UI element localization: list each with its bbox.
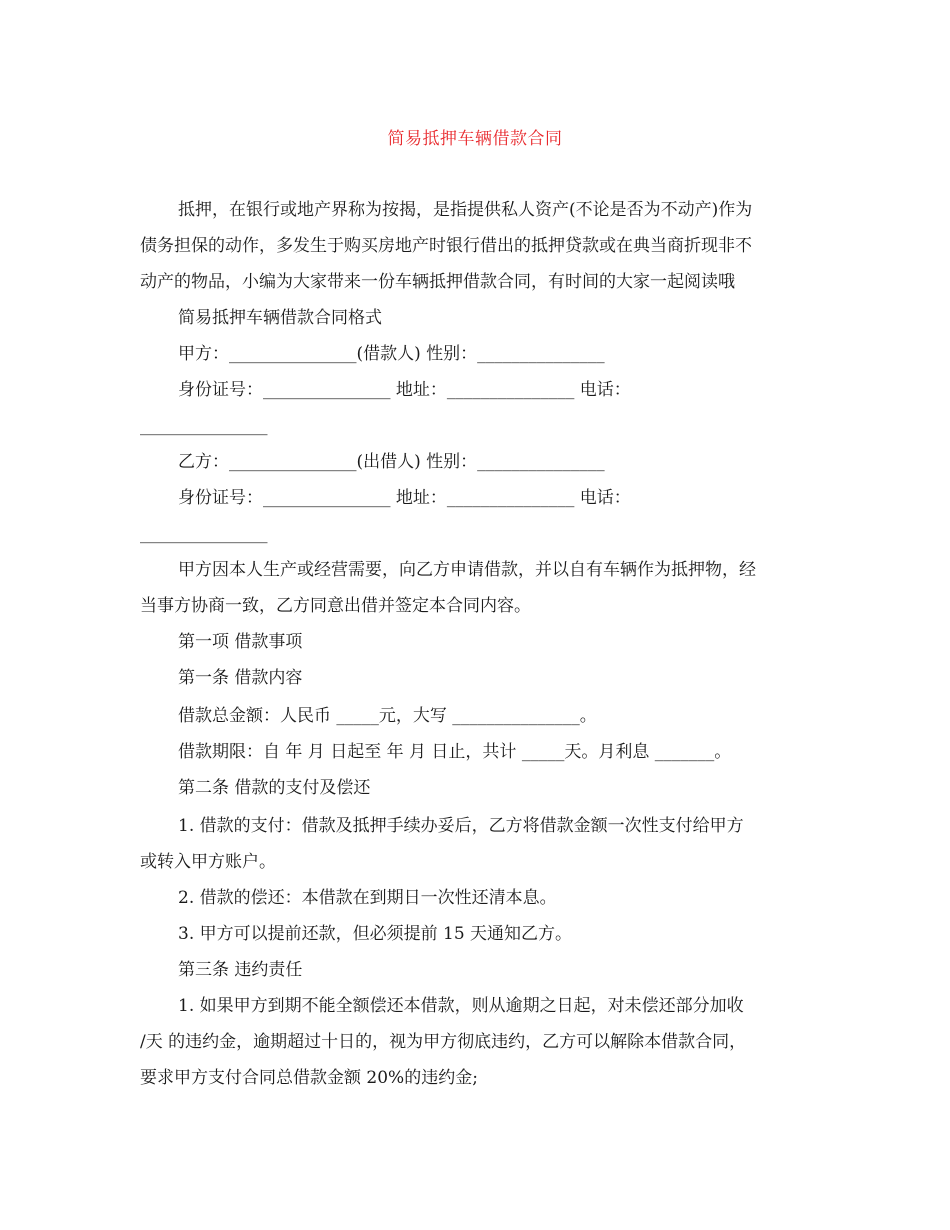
article-2-item-2: 2. 借款的偿还：本借款在到期日一次性还清本息。 bbox=[178, 888, 557, 908]
article-2-item-3: 3. 甲方可以提前还款，但必须提前 15 天通知乙方。 bbox=[178, 924, 573, 944]
party-b-line-3: _______________ bbox=[140, 524, 268, 544]
party-a-line-2: 身份证号：_______________ 地址：_______________ 电话： bbox=[178, 380, 631, 400]
document-title: 简易抵押车辆借款合同 bbox=[387, 129, 563, 149]
party-b-line-2: 身份证号：_______________ 地址：_______________ 电话： bbox=[178, 488, 631, 508]
article-1-term: 借款期限：自 年 月 日起至 年 月 日止，共计 _____天。月利息 _______。 bbox=[178, 742, 732, 762]
section-1-heading: 第一项 借款事项 bbox=[178, 632, 303, 652]
article-1-heading: 第一条 借款内容 bbox=[178, 668, 303, 688]
intro-line-1: 抵押，在银行或地产界称为按揭，是指提供私人资产(不论是否为不动产)作为 bbox=[178, 200, 753, 220]
article-2-heading: 第二条 借款的支付及偿还 bbox=[178, 778, 371, 798]
party-a-line-3: _______________ bbox=[140, 416, 268, 436]
article-2-item-1-line-2: 或转入甲方账户。 bbox=[140, 852, 276, 872]
article-3-heading: 第三条 违约责任 bbox=[178, 960, 303, 980]
article-3-item-1-line-3: 要求甲方支付合同总借款金额 20%的违约金; bbox=[140, 1068, 478, 1088]
intro-line-2: 债务担保的动作，多发生于购买房地产时银行借出的抵押贷款或在典当商折现非不 bbox=[140, 236, 752, 256]
preamble-line-1: 甲方因本人生产或经营需要，向乙方申请借款，并以自有车辆作为抵押物，经 bbox=[178, 560, 756, 580]
article-3-item-1-line-1: 1. 如果甲方到期不能全额偿还本借款，则从逾期之日起，对未偿还部分加收 bbox=[178, 996, 744, 1016]
article-1-amount: 借款总金额：人民币 _____元，大写 _______________。 bbox=[178, 706, 597, 726]
party-b-line-1: 乙方：_______________(出借人) 性别：_______________ bbox=[178, 452, 605, 472]
preamble-line-2: 当事方协商一致，乙方同意出借并签定本合同内容。 bbox=[140, 596, 531, 616]
format-heading: 简易抵押车辆借款合同格式 bbox=[178, 308, 382, 328]
intro-line-3: 动产的物品，小编为大家带来一份车辆抵押借款合同，有时间的大家一起阅读哦 bbox=[140, 272, 735, 292]
article-2-item-1-line-1: 1. 借款的支付：借款及抵押手续办妥后，乙方将借款金额一次性支付给甲方 bbox=[178, 816, 744, 836]
party-a-line-1: 甲方：_______________(借款人) 性别：_______________ bbox=[178, 344, 605, 364]
article-3-item-1-line-2: /天 的违约金，逾期超过十日的，视为甲方彻底违约，乙方可以解除本借款合同， bbox=[140, 1032, 747, 1052]
